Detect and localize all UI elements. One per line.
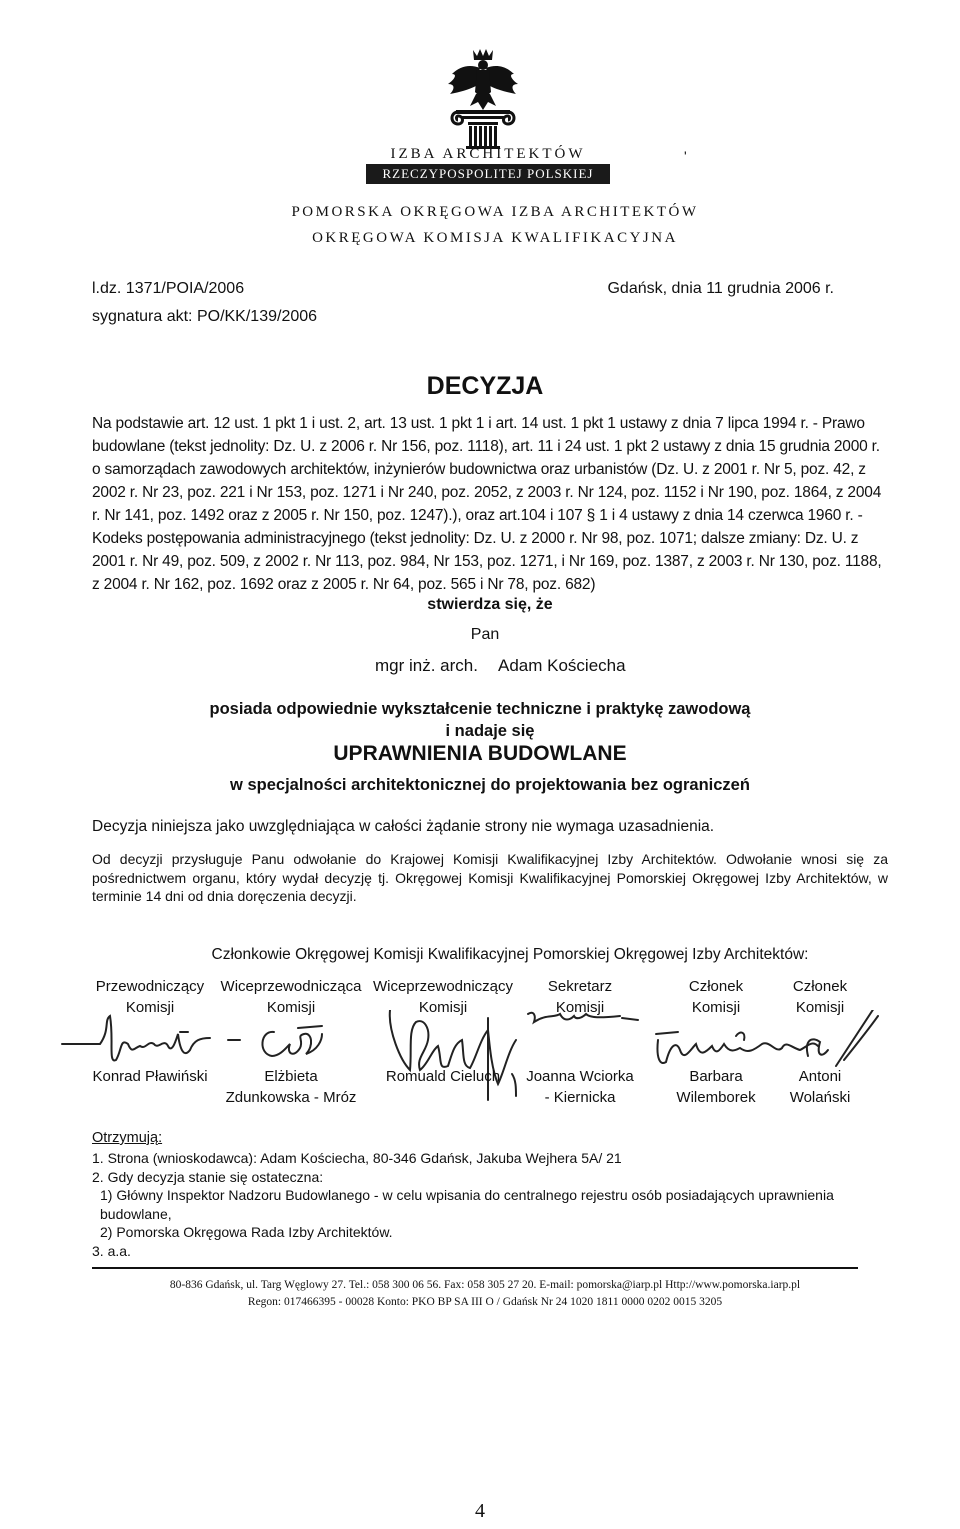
role-body: Komisji [795, 999, 845, 1016]
name-line: Joanna Wciorka [526, 1068, 634, 1085]
legal-basis-paragraph: Na podstawie art. 12 ust. 1 pkt 1 i ust. 2, art. 13 ust. 1 pkt 1 i art. 14 ust. 1 pkt 1 ustawy z dnia 7 lipca 1994 r. - Prawo budowlane (tekst jednolity: Dz. U. z 2006 r. Nr 156, poz. 1118), art. 11 i 24 ust. 1 pkt 2 ustawy z dnia 15 grudnia 2000 r. o samorządach zawodowych architektów, inżynierów budownictwa oraz urbanistów (Dz. U. z 2001 r. Nr 5, poz. 42, z 2002 r. Nr 23, poz. 221 i Nr 153, poz. 1271 i Nr 240, poz. 2052, z 2003 r. Nr 124, poz. 1152 i Nr 190, poz. 1864, z 2004 r. Nr 141, poz. 1492 oraz z 2005 r. Nr 150, poz. 1247).), oraz art.104 i 107 § 1 i 4 ustawy z dnia 14 czerwca 1960 r. - Kodeks postępowania administracyjnego (tekst jednolity: Dz. U. z 2000 r. Nr 98, poz. 1071; dalsze zmiany: Dz. U. z 2001 r. Nr 49, poz. 509, z 2002 r. Nr 113, poz. 984, Nr 153, poz. 1271, i Nr 169, poz. 1387, z 2003 r. Nr 130, poz. 1188, z 2004 r. Nr 162, poz. 1692 oraz z 2005 r. Nr 64, poz. 565 i Nr 78, poz. 682) [92, 415, 882, 593]
members-heading: Członkowie Okręgowej Komisji Kwalifikacyjnej Pomorskiej Okręgowej Izby Architektów: [211, 946, 809, 963]
case-signature: sygnatura akt: PO/KK/139/2006 [92, 308, 318, 325]
name-line: Konrad Pławiński [92, 1068, 208, 1085]
member-name-6 [740, 1066, 900, 1108]
name-line: Barbara [689, 1068, 743, 1085]
recipients-heading: Otrzymują: [92, 1130, 163, 1146]
commission-name: OKRĘGOWA KOMISJA KWALIFIKACYJNA [312, 230, 678, 246]
role-body: Komisji [555, 999, 605, 1016]
recipients-list [92, 1149, 882, 1261]
footer-contact: 80-836 Gdańsk, ul. Targ Węglowy 27. Tel.: 058 300 06 56. Fax: 058 305 27 20. E-mail: pomorska@iarp.pl Http://www.pomorska.iarp.pl [169, 1279, 801, 1291]
name-line: Wilemborek [676, 1089, 756, 1106]
footer-bank: Regon: 017466395 - 00028 Konto: PKO BP SA III O / Gdańsk Nr 24 1020 1811 0000 0202 0015 3205 [247, 1296, 723, 1308]
issue-date: Gdańsk, dnia 11 grudnia 2006 r. [607, 280, 834, 297]
recipient-item: 1. Strona (wnioskodawca): Adam Kościecha, 80-346 Gdańsk, Jakuba Wejhera 5A/ 21 [92, 1150, 622, 1166]
member-name-3 [363, 1066, 523, 1087]
role-body: Komisji [691, 999, 741, 1016]
recipient-item: 2. Gdy decyzja stanie się ostateczna: [92, 1168, 324, 1185]
member-name-2 [211, 1066, 371, 1108]
role-title: Wiceprzewodnicząca [220, 978, 362, 995]
role-title: Członek [688, 978, 744, 995]
person-name: Adam Kościecha [498, 656, 626, 675]
role-title: Wiceprzewodniczący [372, 978, 514, 995]
specialization: w specjalności architektonicznej do projektowania bez ograniczeń [230, 776, 750, 794]
recipient-item: 1) Główny Inspektor Nadzoru Budowlanego - w celu wpisania do centralnego rejestru osób posiadających uprawnienia budowlane, [100, 1187, 834, 1222]
name-line: Antoni [798, 1068, 842, 1085]
chamber-name-line1: IZBA ARCHITEKTÓW [390, 146, 586, 162]
organization-name: POMORSKA OKRĘGOWA IZBA ARCHITEKTÓW [291, 204, 699, 220]
grant-statement: i nadaje się [445, 722, 535, 740]
name-line: - Kiernicka [544, 1089, 616, 1106]
footer-divider [92, 1267, 858, 1269]
name-line: Romuald Cieluch [385, 1068, 501, 1085]
name-line: Elżbieta [264, 1068, 318, 1085]
role-title: Członek [792, 978, 848, 995]
recipient-item: 2) Pomorska Okręgowa Rada Izby Architektów. [100, 1224, 393, 1241]
reference-number: l.dz. 1371/POIA/2006 [92, 280, 245, 297]
role-body: Komisji [266, 999, 316, 1016]
recipient-item: 3. a.a. [92, 1242, 131, 1259]
role-title: Sekretarz [547, 978, 613, 995]
salutation: Pan [470, 626, 500, 643]
qualification-statement: posiada odpowiednie wykształcenie techniczne i praktykę zawodową [209, 700, 751, 718]
eagle-emblem-icon [440, 46, 526, 150]
document-title: DECYZJA [426, 372, 544, 400]
chamber-name-line2: RZECZYPOSPOLITEJ POLSKIEJ [366, 164, 610, 184]
page-number: 4 [475, 1500, 485, 1522]
license-title: UPRAWNIENIA BUDOWLANE [333, 742, 627, 765]
stray-mark: ' [684, 148, 687, 164]
justification-note: Decyzja niniejsza jako uwzględniająca w całości żądanie strony nie wymaga uzasadnienia. [92, 818, 715, 835]
role-title: Przewodniczący [95, 978, 205, 995]
statement-intro: stwierdza się, że [427, 596, 553, 613]
member-name-1 [70, 1066, 230, 1087]
appeal-paragraph: Od decyzji przysługuje Panu odwołanie do Krajowej Komisji Kwalifikacyjnej Izby Architektów. Odwołanie wnosi się za pośrednictwem organu, który wydał decyzję tj. Okręgowej Komisji Kwalifikacyjnej Pomorskiej Okręgowej Izby Architektów, w terminie 14 dni od dnia doręczenia decyzji. [92, 851, 888, 904]
role-body: Komisji [418, 999, 468, 1016]
role-body: Komisji [125, 999, 175, 1016]
name-line: Wolański [789, 1089, 851, 1106]
name-line: Zdunkowska - Mróz [225, 1089, 357, 1106]
person-title: mgr inż. arch. [375, 656, 478, 675]
